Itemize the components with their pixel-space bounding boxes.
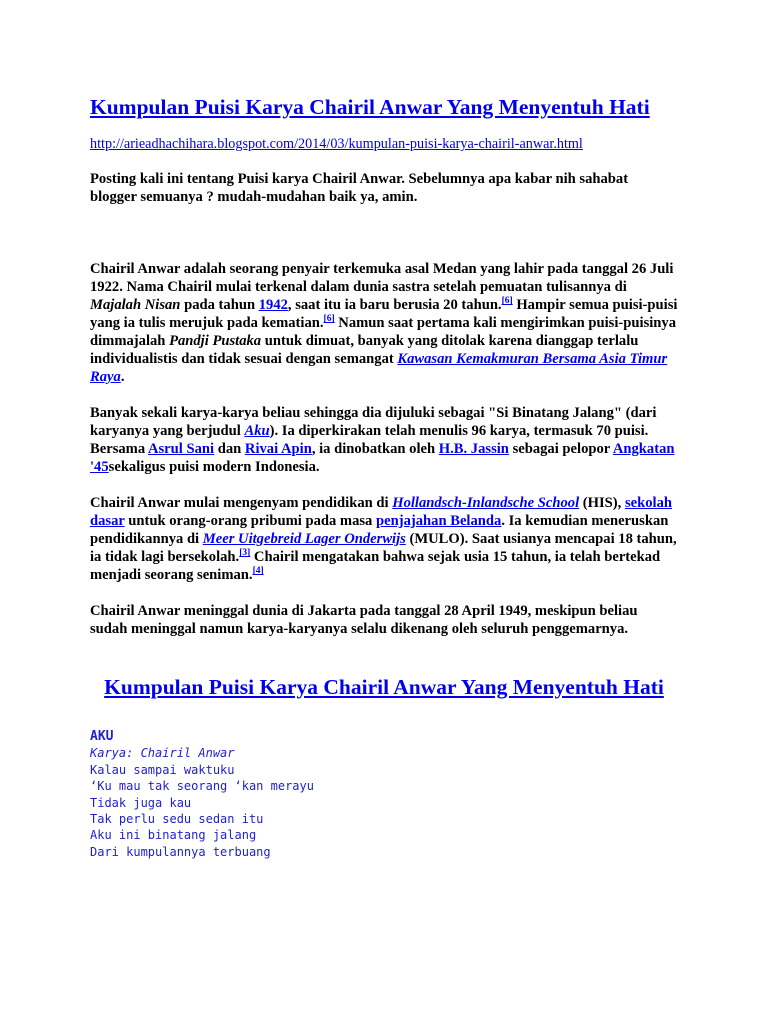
death-paragraph: Chairil Anwar meninggal dunia di Jakarta pada tanggal 28 April 1949, meskipun beliau sudah meninggal namun karya-karyanya selalu dikenang oleh seluruh penggemarnya. xyxy=(90,603,638,637)
page-title xyxy=(90,94,678,120)
asrul-sani-link[interactable]: Asrul Sani xyxy=(147,441,215,457)
education-paragraph: Chairil Anwar mulai mengenyam pendidikan di Hollandsch-Inlandsche School (HIS), sekolah dasar untuk orang-orang pribumi pada masa penjajahan Belanda. Ia kemudian meneruskan pendidikannya di Meer Uitgebreid Lager Onderwijs (MULO). Saat usianya mencapai 18 tahun, ia tidak lagi bersekolah.[3] Chairil mengatakan bahwa sejak usia 15 tahun, ia telah bertekad menjadi seorang seniman.[4] xyxy=(90,495,677,583)
rivai-apin-link[interactable]: Rivai Apin xyxy=(244,441,312,457)
his-school-link[interactable]: Hollandsch-Inlandsche School xyxy=(392,495,580,511)
intro-paragraph: Posting kali ini tentang Puisi karya Chairil Anwar. Sebelumnya apa kabar nih sahabat blogger semuanya ? mudah-mudahan baik ya, amin. xyxy=(90,171,629,205)
penjajahan-belanda-link[interactable]: penjajahan Belanda xyxy=(376,513,502,529)
pandji-pustaka-text: Pandji Pustaka xyxy=(169,333,262,349)
aku-link[interactable]: Aku xyxy=(244,423,270,439)
section-title xyxy=(90,673,678,701)
source-url xyxy=(90,136,678,153)
footnote-3-link[interactable]: [3] xyxy=(239,548,251,559)
title-link[interactable]: Kumpulan Puisi Karya Chairil Anwar Yang Menyentuh Hati xyxy=(90,95,650,119)
poem-line: Aku ini binatang jalang xyxy=(90,828,257,843)
source-url-link[interactable]: http://arieadhachihara.blogspot.com/2014/03/kumpulan-puisi-karya-chairil-anwar.html xyxy=(90,136,583,152)
biography-paragraph-2: Banyak sekali karya-karya beliau sehingga dia dijuluki sebagai "Si Binatang Jalang" (dari karyanya yang berjudul Aku). Ia diperkirakan telah menulis 96 karya, termasuk 70 puisi. Bersama Asrul Sani dan Rivai Apin, ia dinobatkan oleh H.B. Jassin sebagai pelopor Angkatan '45sekaligus puisi modern Indonesia. xyxy=(90,405,675,475)
poem-line: Dari kumpulannya terbuang xyxy=(90,844,271,859)
poem-line: ‘Ku mau tak seorang ‘kan merayu xyxy=(90,779,314,794)
footnote-6-link[interactable]: [6] xyxy=(501,296,513,307)
majalah-nisan-text: Majalah Nisan xyxy=(90,297,181,313)
poem-line: Kalau sampai waktuku xyxy=(90,762,235,777)
poem-block xyxy=(90,729,678,860)
footnote-4-link[interactable]: [4] xyxy=(252,566,264,577)
angkatan-45-link[interactable]: Angkatan '45 xyxy=(90,441,675,475)
mulo-link[interactable]: Meer Uitgebreid Lager Onderwijs xyxy=(202,531,406,547)
poem-title: AKU xyxy=(90,729,114,744)
poem-line: Tidak juga kau xyxy=(90,795,192,810)
poem-author: Karya: Chairil Anwar xyxy=(90,746,235,761)
hb-jassin-link[interactable]: H.B. Jassin xyxy=(438,441,509,457)
kawasan-kemakmuran-link[interactable]: Kawasan Kemakmuran Bersama Asia Timur Raya xyxy=(90,351,668,385)
footnote-6-link-2[interactable]: [6] xyxy=(323,314,335,325)
biography-paragraph-1: Chairil Anwar adalah seorang penyair terkemuka asal Medan yang lahir pada tanggal 26 Juli 1922. Nama Chairil mulai terkenal dalam dunia sastra setelah pemuatan tulisannya di Majalah Nisan pada tahun 1942, saat itu ia baru berusia 20 tahun.[6] Hampir semua puisi-puisi yang ia tulis merujuk pada kematian.[6] Namun saat pertama kali mengirimkan puisi-puisinya dimmajalah Pandji Pustaka untuk dimuat, banyak yang ditolak karena dianggap terlalu individualistis dan tidak sesuai dengan semangat Kawasan Kemakmuran Bersama Asia Timur Raya. xyxy=(90,261,678,385)
poem-line: Tak perlu sedu sedan itu xyxy=(90,812,264,827)
year-1942-link[interactable]: 1942 xyxy=(258,297,288,313)
section-title-link[interactable]: Kumpulan Puisi Karya Chairil Anwar Yang Menyentuh Hati xyxy=(104,675,664,699)
article-body xyxy=(90,94,678,860)
sekolah-dasar-link[interactable]: sekolah dasar xyxy=(90,495,672,529)
